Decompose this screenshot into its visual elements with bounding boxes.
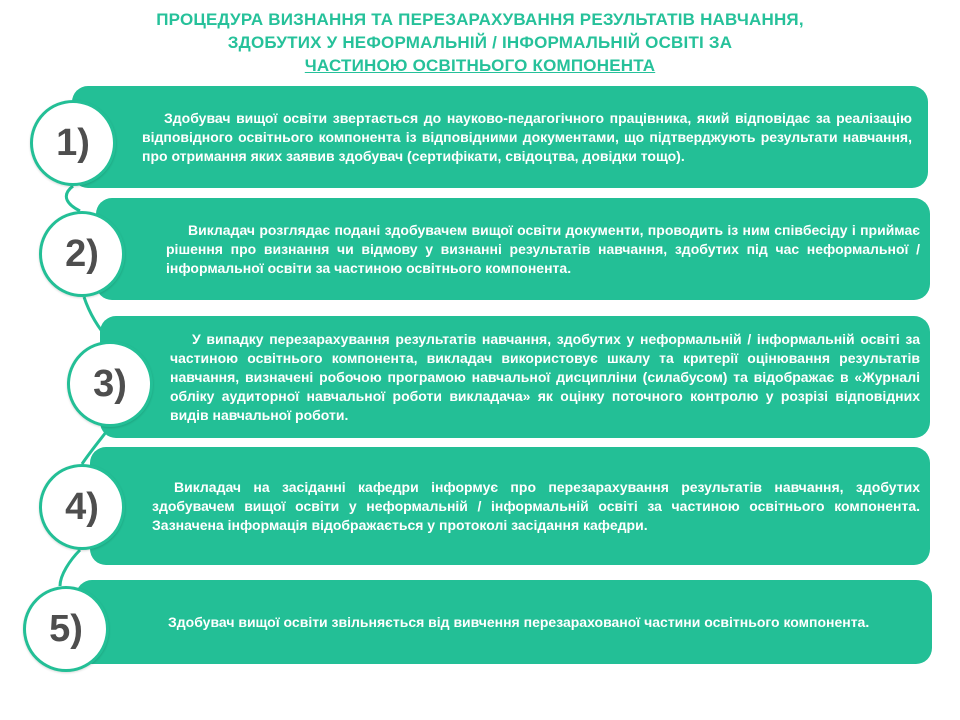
step-1-number-circle (30, 100, 116, 186)
page-title (80, 8, 880, 77)
step-3-number-circle (67, 341, 153, 427)
step-4-box (90, 447, 930, 565)
step-2-text: Викладач розглядає подані здобувачем вищої освіти документи, проводить із ним співбесіду і приймає рішення про визнання чи відмову у визнанні результатів навчання, здобутих під час неформальної / інформальної освіти за частиною освітнього компонента. (166, 221, 920, 276)
step-2-number-circle (39, 211, 125, 297)
step-1-number: 1) (56, 121, 90, 164)
step-4-number: 4) (65, 485, 99, 528)
step-5-number: 5) (49, 607, 83, 650)
step-3-number: 3) (93, 362, 127, 405)
step-5-text: Здобувач вищої освіти звільняється від вивчення перезарахованої частини освітнього компонента. (168, 613, 870, 630)
step-1-box (72, 86, 928, 188)
title-line-3: ЧАСТИНОЮ ОСВІТНЬОГО КОМПОНЕНТА (304, 56, 656, 75)
step-5-box (76, 580, 932, 664)
title-line-1: ПРОЦЕДУРА ВИЗНАННЯ ТА ПЕРЕЗАРАХУВАННЯ РЕЗУЛЬТАТІВ НАВЧАННЯ, (156, 10, 804, 29)
step-2-box (96, 198, 930, 300)
step-5-number-circle (23, 586, 109, 672)
step-3-text: У випадку перезарахування результатів навчання, здобутих у неформальній / інформальній освіті за частиною освітнього компонента, викладач використовує шкалу та критерії оцінювання результатів навчання, визначені робочою програмою навчальної дисципліни (силабусом) та відображає в «Журналі обліку аудиторної навчальної роботи викладача» як оцінку поточного контролю у розрізі відповідних видів навчальної роботи. (170, 330, 920, 423)
step-3-box (100, 316, 930, 438)
step-4-text: Викладач на засіданні кафедри інформує про перезарахування результатів навчання, здобутих здобувачем вищої освіти у неформальній / інформальній освіті за частиною освітнього компонента. Зазначена інформація відображається у протоколі засідання кафедри. (152, 478, 920, 533)
step-4-number-circle (39, 464, 125, 550)
step-1-text: Здобувач вищої освіти звертається до науково-педагогічного працівника, який відповідає за реалізацію відповідного освітнього компонента із відповідними документами, що підтверджують результати навчання, про отримання яких заявив здобувач (сертифікати, свідоцтва, довідки тощо). (142, 109, 912, 164)
step-2-number: 2) (65, 232, 99, 275)
title-line-2: ЗДОБУТИХ У НЕФОРМАЛЬНІЙ / ІНФОРМАЛЬНІЙ ОСВІТІ ЗА (227, 33, 733, 52)
